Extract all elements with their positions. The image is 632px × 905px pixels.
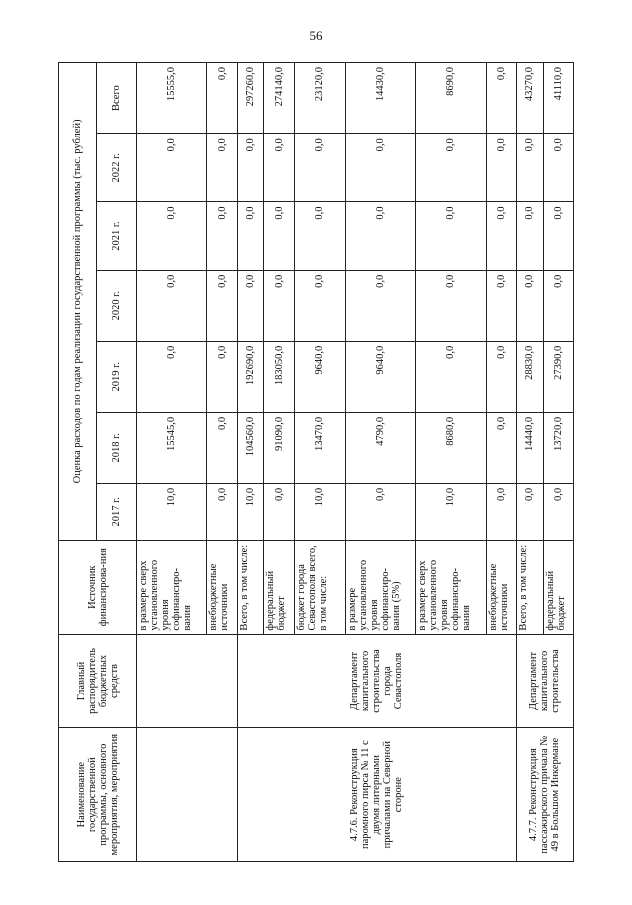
- value-cell-2019: 27390,0: [543, 341, 573, 412]
- value-cell-2020: 0,0: [237, 270, 264, 341]
- header-source: Источник финансирова-ния: [59, 540, 137, 634]
- header-year-2019: 2019 г.: [97, 341, 137, 412]
- department-4-7-6: Департамент капитального строительства города Севастополя: [237, 634, 516, 728]
- value-cell-total: 0,0: [207, 63, 237, 134]
- value-cell-2018: 91090,0: [264, 412, 294, 483]
- value-cell-2019: 9640,0: [294, 341, 345, 412]
- value-cell-2017: 0,0: [264, 483, 294, 540]
- value-cell-2018: 14440,0: [516, 412, 543, 483]
- carry-department-cell: [137, 634, 238, 728]
- value-cell-2022: 0,0: [345, 134, 415, 202]
- source-cell: внебюджетные источники: [486, 540, 516, 634]
- value-cell-2019: 192690,0: [237, 341, 264, 412]
- value-cell-2018: 104560,0: [237, 412, 264, 483]
- value-cell-total: 8690,0: [416, 63, 486, 134]
- value-cell-2020: 0,0: [345, 270, 415, 341]
- source-cell: внебюджетные источники: [207, 540, 237, 634]
- value-cell-2020: 0,0: [416, 270, 486, 341]
- value-cell-2022: 0,0: [416, 134, 486, 202]
- source-cell: в размере сверх установленного уровня софинансиро-вания: [137, 540, 207, 634]
- value-cell-total: 23120,0: [294, 63, 345, 134]
- value-cell-2022: 0,0: [294, 134, 345, 202]
- value-cell-2021: 0,0: [516, 202, 543, 270]
- value-cell-2018: 0,0: [486, 412, 516, 483]
- value-cell-2017: 0,0: [543, 483, 573, 540]
- value-cell-total: 14430,0: [345, 63, 415, 134]
- value-cell-2019: 0,0: [137, 341, 207, 412]
- value-cell-2018: 0,0: [207, 412, 237, 483]
- value-cell-2020: 0,0: [516, 270, 543, 341]
- value-cell-2018: 13470,0: [294, 412, 345, 483]
- source-cell: Всего, в том числе:: [237, 540, 264, 634]
- source-cell: бюджет города Севастополя всего, в том числе:: [294, 540, 345, 634]
- value-cell-2017: 0,0: [345, 483, 415, 540]
- value-cell-2020: 0,0: [543, 270, 573, 341]
- value-cell-2022: 0,0: [264, 134, 294, 202]
- value-cell-2020: 0,0: [137, 270, 207, 341]
- department-4-7-7: Департамент капитального строительства: [516, 634, 573, 728]
- value-cell-2017: 10,0: [137, 483, 207, 540]
- program-name-4-7-6: 4.7.6. Реконструкция паромного пирса № 11 с двумя литерными причалами на Северной стороне: [237, 728, 516, 862]
- value-cell-2017: 10,0: [237, 483, 264, 540]
- value-cell-2017: 0,0: [486, 483, 516, 540]
- value-cell-2020: 0,0: [294, 270, 345, 341]
- page-number: 56: [309, 28, 323, 43]
- value-cell-2017: 0,0: [207, 483, 237, 540]
- value-cell-2020: 0,0: [207, 270, 237, 341]
- budget-table: [58, 62, 574, 862]
- value-cell-total: 15555,0: [137, 63, 207, 134]
- value-cell-2017: 10,0: [294, 483, 345, 540]
- value-cell-2021: 0,0: [137, 202, 207, 270]
- value-cell-2021: 0,0: [207, 202, 237, 270]
- value-cell-total: 274140,0: [264, 63, 294, 134]
- value-cell-2020: 0,0: [486, 270, 516, 341]
- value-cell-2018: 15545,0: [137, 412, 207, 483]
- value-cell-2021: 0,0: [486, 202, 516, 270]
- value-cell-2022: 0,0: [237, 134, 264, 202]
- header-year-2018: 2018 г.: [97, 412, 137, 483]
- value-cell-total: 41110,0: [543, 63, 573, 134]
- value-cell-2021: 0,0: [237, 202, 264, 270]
- value-cell-2021: 0,0: [543, 202, 573, 270]
- value-cell-total: 0,0: [486, 63, 516, 134]
- value-cell-2019: 9640,0: [345, 341, 415, 412]
- program-name-4-7-7: 4.7.7. Реконструкция пассажирского причала № 49 в Большом Инкермане: [516, 728, 573, 862]
- value-cell-2019: 0,0: [486, 341, 516, 412]
- value-cell-2019: 28830,0: [516, 341, 543, 412]
- table-row: [237, 63, 264, 862]
- value-cell-2022: 0,0: [207, 134, 237, 202]
- value-cell-2018: 4790,0: [345, 412, 415, 483]
- value-cell-2018: 8680,0: [416, 412, 486, 483]
- header-total: Всего: [97, 63, 137, 134]
- value-cell-2022: 0,0: [543, 134, 573, 202]
- header-department: Главный распорядитель бюджетных средств: [59, 634, 137, 728]
- table-row: [137, 63, 207, 862]
- value-cell-2021: 0,0: [416, 202, 486, 270]
- value-cell-total: 43270,0: [516, 63, 543, 134]
- table-body: [137, 63, 574, 862]
- value-cell-2017: 10,0: [416, 483, 486, 540]
- value-cell-total: 297260,0: [237, 63, 264, 134]
- value-cell-2017: 0,0: [516, 483, 543, 540]
- value-cell-2019: 0,0: [207, 341, 237, 412]
- value-cell-2021: 0,0: [345, 202, 415, 270]
- source-cell: в размере установленного уровня софинансиро-вания (5%): [345, 540, 415, 634]
- value-cell-2019: 0,0: [416, 341, 486, 412]
- header-year-2022: 2022 г.: [97, 134, 137, 202]
- carry-name-cell: [137, 728, 238, 862]
- value-cell-2020: 0,0: [264, 270, 294, 341]
- value-cell-2018: 13720,0: [543, 412, 573, 483]
- header-year-2021: 2021 г.: [97, 202, 137, 270]
- value-cell-2021: 0,0: [294, 202, 345, 270]
- header-name: Наименование государственной программы, основного мероприятия, мероприятия: [59, 728, 137, 862]
- value-cell-2022: 0,0: [516, 134, 543, 202]
- table-row: [516, 63, 543, 862]
- header-estimate: Оценка расходов по годам реализации государственной программы (тыс. рублей): [59, 63, 97, 541]
- source-cell: Всего, в том числе:: [516, 540, 543, 634]
- header-year-2017: 2017 г.: [97, 483, 137, 540]
- value-cell-2019: 183050,0: [264, 341, 294, 412]
- source-cell: в размере сверх установленного уровня софинансиро-вания: [416, 540, 486, 634]
- budget-table-rotated: [58, 62, 574, 862]
- header-year-2020: 2020 г.: [97, 270, 137, 341]
- source-cell: федеральный бюджет: [543, 540, 573, 634]
- value-cell-2021: 0,0: [264, 202, 294, 270]
- value-cell-2022: 0,0: [486, 134, 516, 202]
- source-cell: федеральный бюджет: [264, 540, 294, 634]
- value-cell-2022: 0,0: [137, 134, 207, 202]
